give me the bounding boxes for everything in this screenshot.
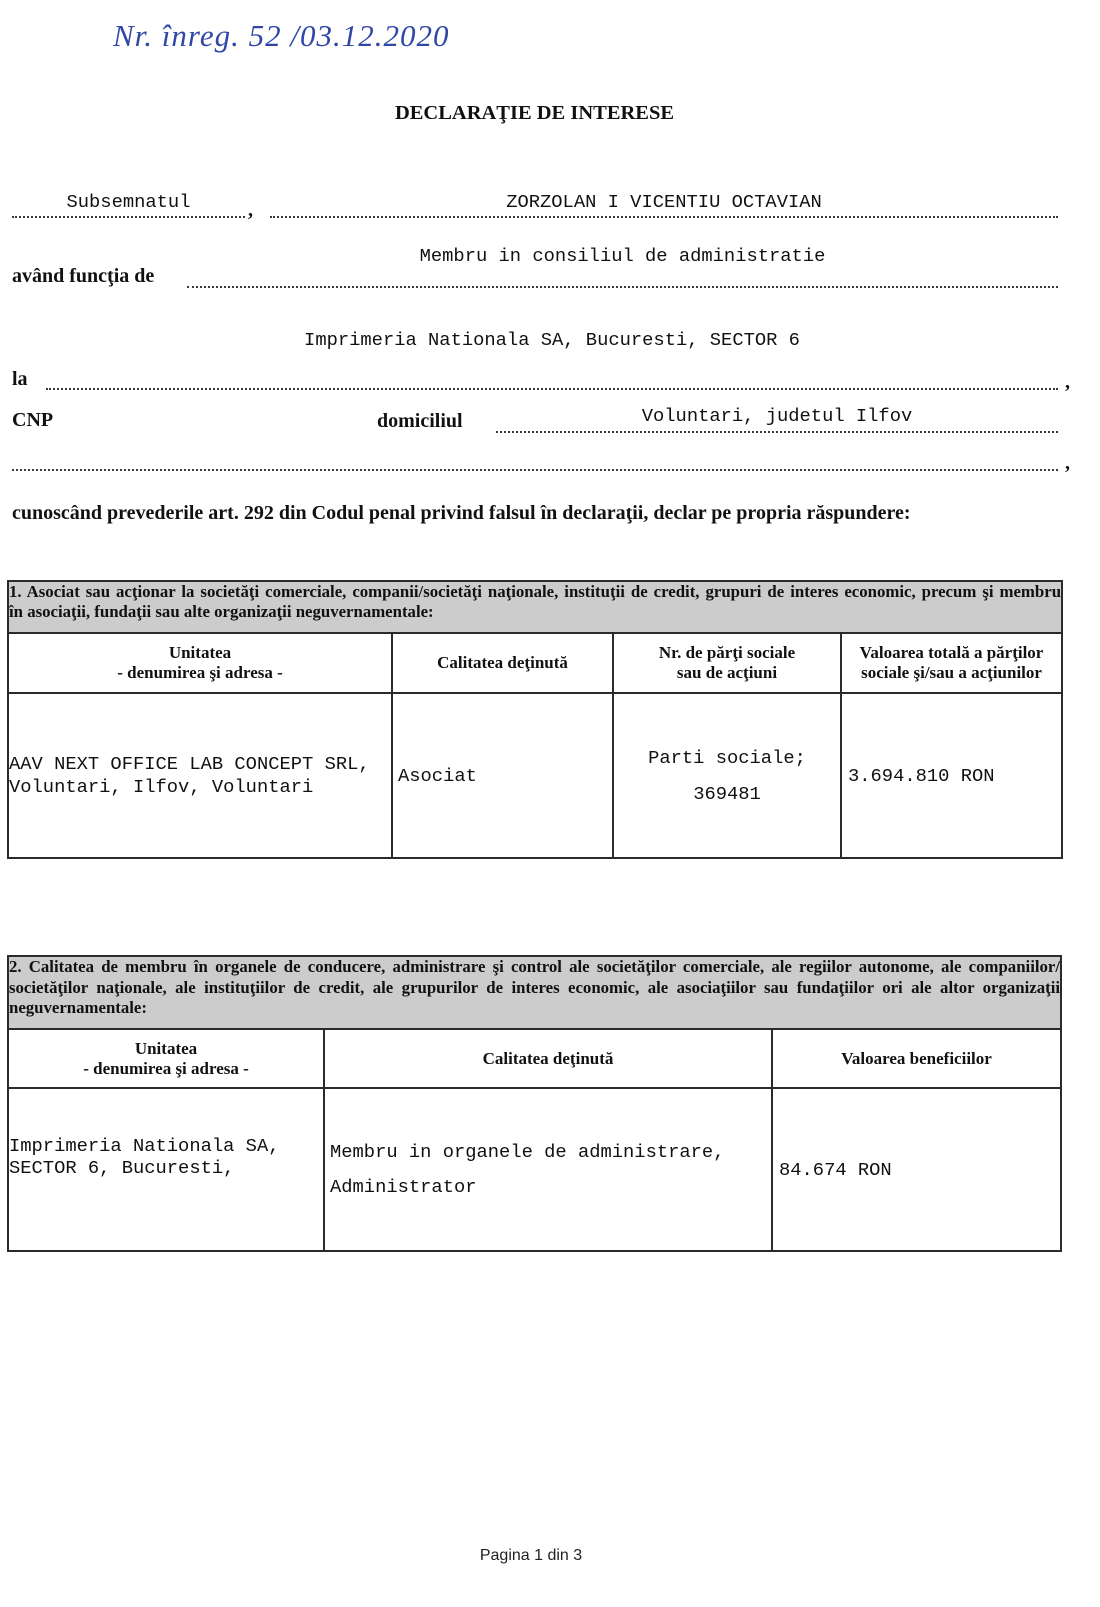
domicile-label: domiciliul: [377, 410, 463, 432]
cell-quality: [324, 1088, 772, 1251]
cell-shares: [613, 693, 841, 858]
section2-heading-line: neguvernamentale:: [9, 998, 147, 1017]
section1-heading: [8, 581, 1062, 633]
domicile-value: Voluntari, judetul Ilfov: [641, 405, 913, 427]
column-header-line: Valoarea totală a părţilor: [859, 643, 1044, 662]
section2-heading-line: societăţilor naţionale, ale instituţiilor de credit, ale grupurilor de interes economic, ale asociaţiilor sau fundaţiilor ori ale altor organizaţii: [9, 977, 1061, 997]
dotted-line-institution: [46, 388, 1058, 390]
table-row: [8, 693, 1062, 858]
section2-heading-line: 2. Calitatea de membru în organele de conducere, administrare şi control ale societăţilor comerciale, ale regiilor autonome, ale companiilor/: [9, 957, 1061, 976]
document-title: DECLARAŢIE DE INTERESE: [394, 102, 675, 124]
column-header-line: Calitatea deţinută: [437, 653, 568, 672]
cell-unit: [8, 1088, 324, 1251]
dotted-line-name: [270, 216, 1058, 218]
cell-line: 3.694.810 RON: [848, 764, 995, 787]
cell-line: Parti sociale;: [648, 746, 806, 769]
section1-heading-line: 1. Asociat sau acţionar la societăţi comerciale, companii/societăţi naţionale, instituţii de credit, grupuri de interes economic, precum şi membru: [9, 582, 1062, 601]
column-header-line: Unitatea: [134, 1038, 198, 1058]
cell-line: Membru in organele de administrare,: [330, 1140, 725, 1163]
cell-line: Asociat: [398, 764, 477, 787]
cell-line: 369481: [693, 782, 761, 805]
column-header-line: Unitatea: [168, 643, 232, 662]
function-label: având funcţia de: [12, 265, 155, 287]
function-value: Membru in consiliul de administratie: [419, 245, 826, 267]
dotted-line-domicile: [496, 431, 1058, 433]
cell-line: SECTOR 6, Bucuresti,: [9, 1157, 235, 1179]
column-header-benefits: [772, 1029, 1061, 1088]
section1-table: [7, 580, 1063, 859]
registration-number-note: Nr. înreg. 52 /03.12.2020: [113, 18, 450, 53]
subsemnatul-label: Subsemnatul: [66, 191, 191, 213]
column-header-line: Nr. de părţi sociale: [658, 643, 796, 662]
cell-line: Voluntari, Ilfov, Voluntari: [9, 775, 314, 798]
section2-table: [7, 955, 1062, 1252]
dotted-line-address-continued: [12, 469, 1058, 471]
comma-separator: ,: [248, 199, 253, 221]
column-header-line: Valoarea beneficiilor: [841, 1048, 992, 1068]
cell-line: Imprimeria Nationala SA,: [9, 1135, 280, 1157]
cell-benefits: [772, 1088, 1061, 1251]
column-header-line: Calitatea deţinută: [482, 1048, 614, 1068]
institution-value: Imprimeria Nationala SA, Bucuresti, SECTOR 6: [304, 329, 800, 351]
comma-separator: ,: [1065, 371, 1070, 393]
cell-line: AAV NEXT OFFICE LAB CONCEPT SRL,: [9, 752, 370, 775]
column-header-unit: [8, 1029, 324, 1088]
cell-quality: [392, 693, 613, 858]
declaration-statement: cunoscând prevederile art. 292 din Codul penal privind falsul în declaraţii, declar pe propria răspundere:: [12, 502, 911, 524]
page-number: Pagina 1 din 3: [479, 1547, 583, 1564]
section2-heading: [8, 956, 1061, 1029]
cell-line: 84.674 RON: [779, 1158, 892, 1181]
dotted-line-subsemnatul: [12, 216, 245, 218]
column-header-quality: [324, 1029, 772, 1088]
column-header-line: sociale şi/sau a acţiunilor: [861, 663, 1042, 682]
cnp-label: CNP: [12, 409, 54, 431]
column-header-line: - denumirea şi adresa -: [117, 663, 283, 682]
column-header-line: - denumirea şi adresa -: [83, 1058, 249, 1078]
column-header-line: sau de acţiuni: [676, 663, 778, 682]
column-header-total-value: [841, 633, 1062, 693]
section1-heading-line: în asociaţii, fundaţii sau alte organizaţii neguvernamentale:: [9, 602, 434, 621]
cell-total-value: [841, 693, 1062, 858]
dotted-line-function: [187, 286, 1058, 288]
comma-separator: ,: [1065, 452, 1070, 474]
table-row: [8, 1088, 1061, 1251]
column-header-unit: [8, 633, 392, 693]
column-header-shares: [613, 633, 841, 693]
cell-line: Administrator: [330, 1175, 477, 1198]
declarant-name: ZORZOLAN I VICENTIU OCTAVIAN: [506, 191, 822, 213]
column-header-quality: [392, 633, 613, 693]
cell-unit: [8, 693, 392, 858]
institution-label: la: [12, 368, 28, 390]
